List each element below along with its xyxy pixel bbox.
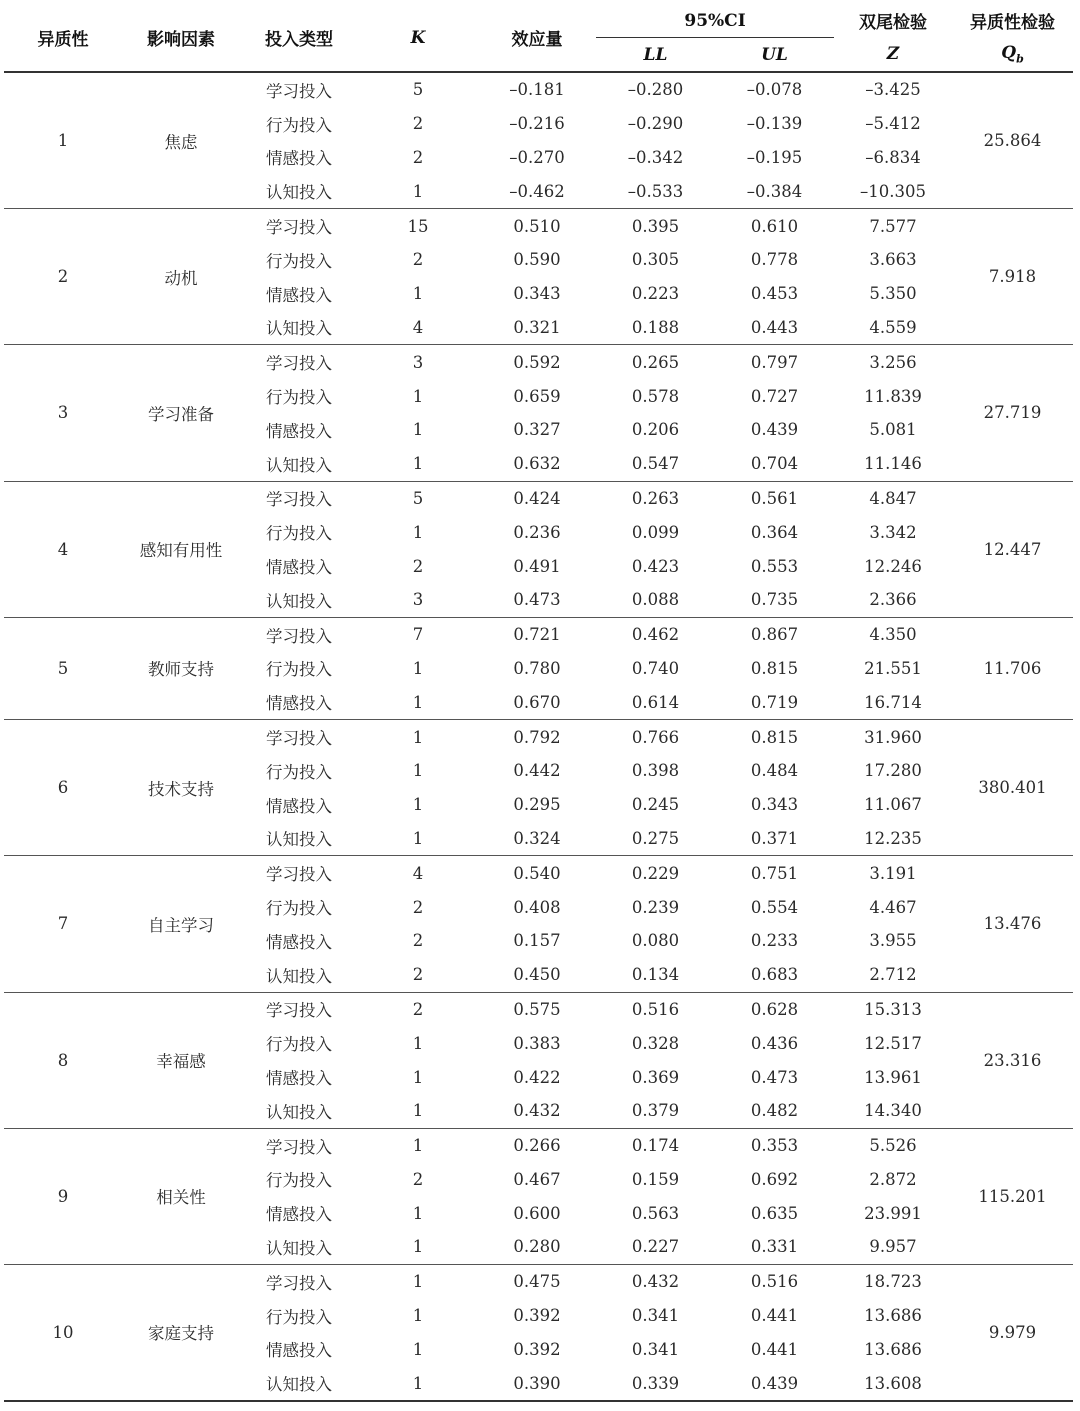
cell-input-type: 认知投入 [266,455,332,475]
cell-ul: 0.735 [750,590,799,610]
cell-effect-size: –0.270 [509,147,565,167]
group-id: 9 [4,1128,122,1264]
group-qb: 23.316 [952,992,1073,1128]
cell-k: 1 [412,658,424,678]
cell-k: 1 [412,795,424,815]
cell-z: –10.305 [860,181,926,201]
cell-ll: 0.563 [631,1203,680,1223]
cell-ll: 0.379 [631,1101,680,1121]
group-id: 8 [4,992,122,1128]
cell-ll: 0.223 [631,284,680,304]
cell-input-type: 行为投入 [266,1307,332,1327]
cell-k: 1 [412,828,424,848]
cell-input-type: 情感投入 [266,1205,332,1225]
cell-k: 1 [412,181,424,201]
cell-effect-size: 0.590 [513,250,561,270]
cell-z: 3.342 [869,522,917,542]
cell-k: 7 [358,617,478,651]
cell-ll: –0.533 [627,181,684,201]
group-factor: 学习准备 [122,345,240,481]
cell-k: 2 [412,1169,424,1189]
cell-ll: 0.159 [631,1169,680,1189]
cell-z: 11.146 [864,454,922,474]
cell-effect-size: 0.392 [513,1306,561,1326]
cell-input-type: 学习投入 [240,209,358,243]
cell-k: 2 [412,147,424,167]
cell-k: 1 [358,1264,478,1298]
cell-input-type: 行为投入 [266,660,332,680]
cell-effect-size: –0.216 [509,114,565,134]
cell-ll: 0.614 [631,692,680,712]
cell-ul: 0.436 [750,1033,799,1053]
cell-ll: 0.275 [631,828,680,848]
cell-input-type: 认知投入 [266,319,332,339]
cell-ll: 0.263 [596,481,715,515]
cell-ll: 0.328 [631,1033,680,1053]
cell-z: 11.067 [864,795,922,815]
cell-ul: 0.797 [715,345,834,379]
cell-effect-size: 0.236 [513,522,561,542]
group-factor: 动机 [122,209,240,345]
cell-ll: 0.766 [596,720,715,754]
cell-input-type: 学习投入 [240,481,358,515]
group-factor: 家庭支持 [122,1264,240,1401]
cell-effect-size: 0.467 [513,1169,561,1189]
header-effect-size: 效应量 [478,4,596,72]
cell-k: 1 [358,720,478,754]
cell-ul: 0.441 [750,1306,799,1326]
cell-ll: 0.239 [631,897,680,917]
cell-z: 5.350 [869,284,917,304]
cell-ul: 0.751 [715,856,834,890]
cell-z: 5.526 [834,1128,952,1162]
cell-k: 3 [412,590,424,610]
cell-k: 2 [412,965,424,985]
cell-ul: 0.441 [750,1339,799,1359]
cell-ul: 0.727 [750,386,799,406]
cell-input-type: 学习投入 [240,1264,358,1298]
cell-z: 3.955 [869,931,917,951]
group-id: 3 [4,345,122,481]
cell-effect-size: 0.592 [478,345,596,379]
header-ci: 95%CI [596,4,834,38]
cell-input-type: 认知投入 [266,1238,332,1258]
cell-z: 4.350 [834,617,952,651]
cell-z: –6.834 [865,147,921,167]
cell-input-type: 学习投入 [266,81,332,101]
cell-ll: 0.099 [631,522,680,542]
cell-z: –3.425 [865,80,921,100]
cell-effect-size: 0.383 [513,1033,561,1053]
header-qb [952,38,1073,73]
cell-ll: 0.227 [631,1237,680,1257]
cell-ll: 0.341 [631,1306,680,1326]
table-row [4,992,1073,1026]
cell-effect-size: 0.491 [513,556,561,576]
cell-z: 11.839 [864,386,922,406]
cell-input-type: 行为投入 [266,1035,332,1055]
table-row [4,617,1073,651]
cell-effect-size: 0.327 [513,420,561,440]
cell-input-type: 学习投入 [240,856,358,890]
cell-ll: –0.342 [627,147,684,167]
cell-k: 1 [412,522,424,542]
cell-input-type: 学习投入 [240,617,358,651]
cell-k: 2 [412,114,424,134]
cell-input-type: 认知投入 [266,1102,332,1122]
cell-z: –5.412 [865,114,921,134]
cell-z: 4.467 [869,897,917,917]
table-row [4,856,1073,890]
cell-effect-size: 0.792 [478,720,596,754]
header-row-1 [4,4,1073,38]
cell-z: 23.991 [864,1203,922,1223]
cell-ul: 0.439 [750,420,799,440]
group-factor: 焦虑 [164,132,198,152]
cell-ul: 0.683 [750,965,799,985]
cell-k: 1 [412,454,424,474]
cell-ul: 0.516 [715,1264,834,1298]
cell-k: 3 [358,345,478,379]
cell-ll: 0.547 [631,454,680,474]
cell-ul: 0.439 [715,1366,834,1401]
cell-input-type: 行为投入 [266,1171,332,1191]
table-row [4,72,1073,107]
cell-input-type: 行为投入 [266,899,332,919]
table-row [4,481,1073,515]
cell-z: 12.246 [864,556,922,576]
group-factor: 教师支持 [122,617,240,719]
cell-z: 3.663 [869,250,917,270]
cell-effect-size: 0.424 [478,481,596,515]
cell-ll: 0.578 [631,386,680,406]
cell-input-type: 认知投入 [240,1366,358,1401]
cell-k: 1 [358,1366,478,1401]
cell-ul: 0.635 [750,1203,799,1223]
cell-ul: 0.482 [750,1101,799,1121]
cell-ul: 0.554 [750,897,799,917]
meta-analysis-table [4,4,1073,1402]
cell-ul: 0.353 [715,1128,834,1162]
cell-input-type: 行为投入 [266,251,332,271]
cell-effect-size: 0.408 [513,897,561,917]
cell-k: 1 [412,420,424,440]
cell-input-type: 学习投入 [240,345,358,379]
cell-input-type: 认知投入 [266,966,332,986]
cell-k: 1 [412,1067,424,1087]
cell-ul: –0.195 [746,147,803,167]
cell-k: 1 [412,1339,424,1359]
cell-effect-size: 0.510 [478,209,596,243]
cell-k: 1 [412,1203,424,1223]
cell-input-type: 认知投入 [266,591,332,611]
header-het-test: 异质性检验 [970,13,1056,34]
header-input-type: 投入类型 [240,4,358,72]
cell-ul: 0.692 [750,1169,799,1189]
cell-input-type: 行为投入 [266,762,332,782]
cell-z: 3.191 [834,856,952,890]
group-factor: 幸福感 [122,992,240,1128]
cell-input-type: 情感投入 [266,932,332,952]
group-id: 2 [4,209,122,345]
cell-effect-size: 0.321 [513,317,561,337]
cell-effect-size: 0.392 [513,1339,561,1359]
cell-k: 1 [412,1033,424,1053]
cell-ll: 0.188 [631,317,680,337]
table-row [4,1128,1073,1162]
cell-input-type: 学习投入 [240,992,358,1026]
cell-ll: 0.516 [596,992,715,1026]
cell-ll: 0.229 [596,856,715,890]
cell-ll: –0.280 [627,80,684,100]
group-id: 7 [4,856,122,992]
cell-k: 5 [412,80,424,100]
cell-ll: 0.305 [631,250,680,270]
cell-z: 12.517 [864,1033,922,1053]
cell-effect-size: 0.473 [513,590,561,610]
cell-input-type: 情感投入 [266,694,332,714]
group-factor: 技术支持 [122,720,240,856]
cell-ul: 0.815 [750,658,799,678]
cell-k: 2 [412,250,424,270]
cell-z: 15.313 [834,992,952,1026]
cell-ul: 0.553 [750,556,799,576]
cell-ll: 0.339 [596,1366,715,1401]
cell-ll: 0.088 [631,590,680,610]
cell-effect-size: 0.600 [513,1203,561,1223]
cell-input-type: 情感投入 [266,149,332,169]
cell-input-type: 行为投入 [266,388,332,408]
header-z: Z [834,38,952,73]
cell-k: 4 [358,856,478,890]
group-id: 5 [4,617,122,719]
cell-k: 1 [412,284,424,304]
cell-ll: 0.740 [631,658,680,678]
cell-ul: 0.331 [750,1237,799,1257]
cell-effect-size: 0.343 [513,284,561,304]
cell-effect-size: 0.390 [478,1366,596,1401]
cell-z: 2.712 [869,965,917,985]
cell-z: 13.961 [864,1067,922,1087]
cell-k: 15 [358,209,478,243]
cell-k: 1 [412,1306,424,1326]
cell-effect-size: 0.475 [478,1264,596,1298]
cell-input-type: 行为投入 [266,115,332,135]
cell-z: 18.723 [834,1264,952,1298]
cell-ll: 0.341 [631,1339,680,1359]
cell-z: 12.235 [864,828,922,848]
header-qb-sub: b [1016,52,1024,66]
cell-effect-size: 0.280 [513,1237,561,1257]
table-row [4,1264,1073,1298]
cell-z: 13.686 [864,1339,922,1359]
cell-z: 5.081 [869,420,917,440]
cell-input-type: 情感投入 [266,285,332,305]
cell-ul: 0.704 [750,454,799,474]
cell-ll: 0.174 [596,1128,715,1162]
group-factor: 感知有用性 [122,481,240,617]
cell-ul: –0.384 [746,181,803,201]
cell-ll: 0.398 [631,761,680,781]
cell-ul: 0.628 [715,992,834,1026]
cell-input-type: 情感投入 [266,1069,332,1088]
group-qb: 25.864 [983,131,1042,151]
cell-effect-size: 0.659 [513,386,561,406]
cell-ll: 0.432 [596,1264,715,1298]
cell-input-type: 情感投入 [266,1341,332,1361]
cell-z: 2.872 [869,1169,917,1189]
cell-ul: 0.867 [715,617,834,651]
cell-z: 31.960 [834,720,952,754]
group-qb: 13.476 [952,856,1073,992]
cell-effect-size: 0.632 [513,454,561,474]
cell-input-type: 行为投入 [266,524,332,544]
group-id: 6 [4,720,122,856]
cell-input-type: 情感投入 [266,558,332,578]
cell-z: 21.551 [864,658,922,678]
cell-effect-size: 0.721 [478,617,596,651]
table-body [4,72,1073,1401]
cell-z: 4.559 [869,317,917,337]
cell-effect-size: 0.422 [513,1067,561,1087]
cell-ul: 0.778 [750,250,799,270]
group-qb: 380.401 [952,720,1073,856]
cell-ul: 0.233 [750,931,799,951]
group-qb: 11.706 [952,617,1073,719]
header-ll: LL [596,38,715,73]
cell-k: 1 [412,1237,424,1257]
cell-ll: 0.080 [631,931,680,951]
cell-effect-size: –0.462 [509,181,565,201]
cell-k: 2 [412,931,424,951]
cell-input-type: 认知投入 [266,183,332,203]
cell-ll: –0.290 [627,114,684,134]
cell-input-type: 学习投入 [240,720,358,754]
cell-z: 13.686 [864,1306,922,1326]
cell-ll: 0.134 [631,965,680,985]
group-qb: 115.201 [952,1128,1073,1264]
cell-input-type: 情感投入 [266,796,332,816]
cell-effect-size: 0.670 [513,692,561,712]
cell-ul: –0.078 [746,80,803,100]
group-qb: 7.918 [952,209,1073,345]
cell-effect-size: 0.266 [478,1128,596,1162]
cell-ll: 0.462 [596,617,715,651]
cell-z: 3.256 [834,345,952,379]
header-two-tail: 双尾检验 [859,13,928,34]
group-id: 10 [4,1264,122,1401]
header-heterogeneity: 异质性 [4,4,122,72]
cell-ll: 0.369 [631,1067,680,1087]
cell-ll: 0.206 [631,420,680,440]
cell-effect-size: 0.442 [513,761,561,781]
cell-z: 17.280 [864,761,922,781]
table-row [4,345,1073,379]
group-id: 1 [57,131,69,151]
cell-ul: 0.484 [750,761,799,781]
cell-ll: 0.245 [631,795,680,815]
header-ul: UL [715,38,834,73]
cell-ul: 0.371 [750,828,799,848]
cell-ll: 0.395 [596,209,715,243]
cell-input-type: 认知投入 [266,830,332,850]
cell-ul: –0.139 [746,114,803,134]
cell-ul: 0.473 [750,1067,799,1087]
header-k: K [358,4,478,72]
cell-ul: 0.443 [750,317,799,337]
cell-effect-size: 0.540 [478,856,596,890]
cell-input-type: 情感投入 [266,421,332,441]
cell-z: 2.366 [869,590,917,610]
table-row [4,209,1073,243]
cell-z: 14.340 [864,1101,922,1121]
cell-effect-size: 0.575 [478,992,596,1026]
cell-effect-size: –0.181 [509,80,565,100]
cell-effect-size: 0.450 [513,965,561,985]
cell-z: 13.608 [834,1366,952,1401]
cell-ul: 0.343 [750,795,799,815]
cell-effect-size: 0.432 [513,1101,561,1121]
cell-k: 4 [412,317,424,337]
cell-effect-size: 0.780 [513,658,561,678]
cell-ul: 0.610 [715,209,834,243]
cell-k: 1 [412,692,424,712]
cell-ul: 0.364 [750,522,799,542]
cell-k: 1 [412,761,424,781]
cell-k: 1 [358,1128,478,1162]
group-factor: 自主学习 [122,856,240,992]
cell-z: 9.957 [869,1237,917,1257]
group-factor: 相关性 [122,1128,240,1264]
cell-ul: 0.453 [750,284,799,304]
group-id: 4 [4,481,122,617]
cell-effect-size: 0.295 [513,795,561,815]
group-qb: 9.979 [952,1264,1073,1401]
cell-z: 16.714 [864,692,922,712]
cell-effect-size: 0.157 [513,931,561,951]
cell-input-type: 学习投入 [240,1128,358,1162]
table-row [4,720,1073,754]
header-factor: 影响因素 [122,4,240,72]
cell-k: 2 [358,992,478,1026]
cell-k: 1 [412,386,424,406]
header-qb-main: Q [1001,43,1017,64]
cell-ll: 0.265 [596,345,715,379]
cell-k: 5 [358,481,478,515]
cell-z: 7.577 [834,209,952,243]
cell-z: 4.847 [834,481,952,515]
cell-effect-size: 0.324 [513,828,561,848]
group-qb: 27.719 [952,345,1073,481]
cell-k: 2 [412,897,424,917]
cell-k: 2 [412,556,424,576]
cell-ul: 0.719 [750,692,799,712]
group-qb: 12.447 [952,481,1073,617]
cell-ul: 0.561 [715,481,834,515]
cell-ul: 0.815 [715,720,834,754]
cell-k: 1 [412,1101,424,1121]
cell-ll: 0.423 [631,556,680,576]
